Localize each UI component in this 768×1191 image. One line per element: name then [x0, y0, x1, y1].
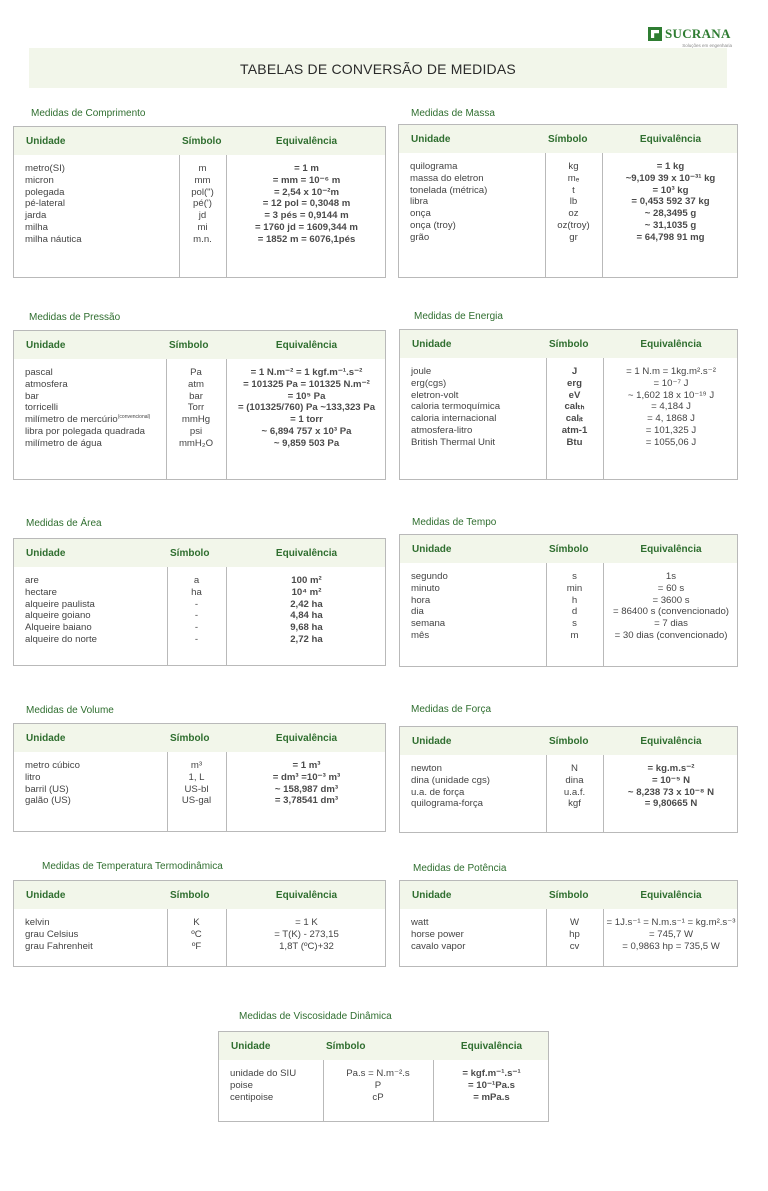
- symbol-cell: 1, L: [188, 771, 205, 783]
- unit-cell: libra por polegada quadrada: [25, 425, 146, 437]
- equivalence-cell: = 64,798 91 mg: [636, 231, 705, 243]
- unit-cell: micron: [25, 174, 54, 186]
- unit-cell: erg(cgs): [411, 377, 447, 389]
- symbol-cell: erg: [567, 377, 582, 389]
- unit-column: [410, 161, 487, 244]
- symbol-cell: pol("): [191, 186, 214, 198]
- title-bar: [29, 48, 727, 88]
- table-body: [14, 909, 385, 966]
- table-header: [400, 330, 737, 358]
- symbol-cell: s: [572, 618, 577, 630]
- symbol-cell: m: [198, 163, 207, 174]
- equivalence-column: [226, 163, 387, 246]
- symbol-cell: mmH₂O: [178, 437, 214, 449]
- header-equivalence: Equivalência: [275, 340, 338, 351]
- header-unit: Unidade: [412, 339, 452, 350]
- unit-cell: quilograma-força: [411, 798, 483, 810]
- equivalence-cell: = 101,325 J: [645, 424, 697, 436]
- unit-cell: tonelada (métrica): [410, 184, 488, 196]
- equivalence-cell: ~ 8,238 73 x 10⁻⁸ N: [627, 786, 715, 798]
- symbol-cell: oz(troy): [557, 219, 590, 231]
- header-symbol: Símbolo: [549, 890, 589, 901]
- equivalence-cell: 2,42 ha: [290, 598, 323, 610]
- symbol-column: [546, 366, 603, 449]
- symbol-cell: mmHg: [181, 414, 211, 426]
- header-symbol: Símbolo: [170, 733, 210, 744]
- header-symbol: Símbolo: [549, 544, 589, 555]
- table-header: [400, 727, 737, 755]
- equivalence-cell: 100 m²: [291, 575, 322, 586]
- symbol-cell: mm: [194, 174, 211, 186]
- unit-cell: quilograma: [410, 161, 458, 172]
- unit-cell: segundo: [411, 571, 448, 582]
- equivalence-cell: = 1J.s⁻¹ = N.m.s⁻¹ = kg.m².s⁻³: [606, 917, 736, 928]
- equivalence-cell: = 10⁻⁵ N: [651, 774, 691, 786]
- symbol-column: [167, 917, 226, 952]
- symbol-cell: mi: [197, 221, 208, 233]
- symbol-cell: K: [193, 917, 200, 928]
- symbol-cell: mₑ: [567, 172, 580, 184]
- table-energia: [399, 329, 738, 480]
- table-area: [13, 538, 386, 666]
- equivalence-column: [603, 571, 739, 642]
- section-title-forca: Medidas de Força: [411, 704, 492, 715]
- symbol-cell: US-bl: [184, 783, 209, 795]
- equivalence-cell: = 4, 1868 J: [647, 413, 695, 425]
- unit-cell: milha náutica: [25, 233, 82, 245]
- table-header: [14, 331, 385, 359]
- equivalence-cell: = 1 m³: [292, 760, 321, 771]
- equivalence-cell: = 1055,06 J: [645, 436, 697, 448]
- unit-cell: bar: [25, 390, 39, 402]
- table-header: [14, 881, 385, 909]
- table-forca: [399, 726, 738, 833]
- symbol-cell: atm-1: [561, 424, 588, 436]
- unit-cell: milímetro de mercúrio$^{(convencional)}$: [25, 414, 151, 426]
- unit-cell: centipoise: [230, 1091, 274, 1103]
- equivalence-column: [603, 366, 739, 449]
- header-unit: Unidade: [412, 544, 452, 555]
- sucrana-logo-icon: [648, 27, 662, 41]
- symbol-cell: Torr: [187, 402, 205, 414]
- equivalence-cell: = 1 N.m = 1kg.m².s⁻²: [626, 366, 716, 377]
- symbol-cell: psi: [189, 425, 203, 437]
- table-pressao: [13, 330, 386, 480]
- equivalence-cell: ~ 31,1035 g: [644, 219, 697, 231]
- table-volume: [13, 723, 386, 832]
- unit-cell: metro cúbico: [25, 760, 80, 771]
- section-title-pressao: Medidas de Pressão: [29, 312, 121, 323]
- equivalence-cell: = 9,80665 N: [644, 798, 698, 810]
- section-title-temperatura: Medidas de Temperatura Termodinâmica: [42, 861, 223, 872]
- unit-cell: metro(SI): [25, 163, 65, 174]
- equivalence-cell: = (101325/760) Pa ~133,323 Pa: [237, 402, 376, 414]
- unit-column: [25, 917, 93, 952]
- table-body: [399, 153, 737, 277]
- symbol-cell: cP: [372, 1091, 384, 1103]
- unit-column: [411, 763, 490, 810]
- unit-cell: u.a. de força: [411, 786, 465, 798]
- unit-cell: atmosfera: [25, 378, 68, 390]
- unit-cell: alqueire do norte: [25, 633, 98, 645]
- section-title-tempo: Medidas de Tempo: [412, 517, 497, 528]
- symbol-cell: pé('): [193, 198, 212, 210]
- symbol-cell: P: [374, 1079, 382, 1091]
- header-unit: Unidade: [26, 890, 66, 901]
- equivalence-column: [603, 763, 739, 810]
- symbol-cell: calₜₕ: [564, 401, 585, 413]
- equivalence-column: [433, 1068, 550, 1103]
- symbol-cell: -: [194, 598, 199, 610]
- symbol-cell: cv: [569, 940, 580, 952]
- header-equivalence: Equivalência: [275, 890, 338, 901]
- symbol-cell: jd: [198, 210, 207, 222]
- unit-column: [25, 163, 82, 246]
- symbol-column: [545, 161, 602, 244]
- unit-column: [411, 571, 448, 642]
- equivalence-cell: = 2,54 x 10⁻²m: [273, 186, 340, 198]
- unit-cell: milha: [25, 221, 48, 233]
- symbol-cell: s: [572, 571, 577, 582]
- equivalence-cell: = dm³ =10⁻³ m³: [272, 771, 341, 783]
- unit-cell: litro: [25, 771, 41, 783]
- header-symbol: Símbolo: [169, 340, 209, 351]
- equivalence-cell: = 60 s: [657, 582, 685, 594]
- equivalence-column: [226, 575, 387, 646]
- header-symbol: Símbolo: [170, 890, 210, 901]
- unit-cell: eletron-volt: [411, 389, 459, 401]
- symbol-cell: eV: [568, 389, 581, 401]
- table-header: [400, 535, 737, 563]
- unit-cell: hora: [411, 594, 431, 606]
- equivalence-cell: ~ 1,602 18 x 10⁻¹⁹ J: [627, 389, 715, 401]
- unit-cell: unidade do SIU: [230, 1068, 297, 1079]
- symbol-cell: gr: [569, 231, 578, 243]
- section-title-comprimento: Medidas de Comprimento: [31, 108, 146, 119]
- symbol-cell: u.a.f.: [563, 786, 586, 798]
- equivalence-cell: 1s: [665, 571, 677, 582]
- equivalence-cell: = 0,9863 hp = 735,5 W: [622, 940, 720, 952]
- unit-cell: British Thermal Unit: [411, 436, 496, 448]
- equivalence-cell: 10⁴ m²: [291, 586, 322, 598]
- symbol-cell: -: [194, 610, 199, 622]
- symbol-cell: m.n.: [193, 233, 212, 245]
- equivalence-cell: = 1760 jd = 1609,344 m: [255, 221, 358, 233]
- equivalence-cell: = kgf.m⁻¹.s⁻¹: [462, 1068, 521, 1079]
- section-title-energia: Medidas de Energia: [414, 311, 503, 322]
- symbol-cell: N: [571, 763, 578, 774]
- symbol-cell: kgf: [568, 798, 581, 810]
- page-title: TABELAS DE CONVERSÃO DE MEDIDAS: [240, 61, 516, 77]
- equivalence-cell: = mm = 10⁻⁶ m: [272, 174, 341, 186]
- symbol-cell: m: [570, 629, 579, 641]
- table-massa: [398, 124, 738, 278]
- equivalence-cell: = 3,78541 dm³: [274, 795, 339, 807]
- table-body: [400, 755, 737, 832]
- equivalence-cell: = 30 dias (convencionado): [614, 629, 728, 641]
- table-header: [14, 539, 385, 567]
- symbol-cell: oz: [568, 208, 579, 220]
- header-equivalence: Equivalência: [639, 134, 702, 145]
- unit-column: [25, 760, 80, 807]
- symbol-cell: m³: [190, 760, 203, 771]
- symbol-column: [546, 571, 603, 642]
- equivalence-cell: 2,72 ha: [290, 633, 323, 645]
- symbol-cell: US-gal: [181, 795, 212, 807]
- section-title-viscosidade: Medidas de Viscosidade Dinâmica: [239, 1011, 392, 1022]
- symbol-column: [167, 575, 226, 646]
- section-title-volume: Medidas de Volume: [26, 705, 114, 716]
- symbol-column: [179, 163, 226, 246]
- header-unit: Unidade: [26, 136, 66, 147]
- unit-column: [230, 1068, 296, 1103]
- unit-cell: milímetro de água: [25, 437, 102, 449]
- unit-cell: onça: [410, 208, 431, 220]
- unit-cell: jarda: [25, 210, 47, 222]
- header-symbol: Símbolo: [182, 136, 222, 147]
- symbol-column: [546, 917, 603, 952]
- header-symbol: Símbolo: [548, 134, 588, 145]
- unit-cell: grau Fahrenheit: [25, 940, 93, 952]
- table-header: [399, 125, 737, 153]
- unit-cell: dia: [411, 606, 424, 618]
- unit-cell: mês: [411, 629, 430, 641]
- symbol-cell: Pa: [190, 367, 202, 378]
- equivalence-cell: = 7 dias: [654, 618, 688, 630]
- header-equivalence: Equivalência: [460, 1041, 523, 1052]
- equivalence-cell: = 3 pés = 0,9144 m: [264, 210, 349, 222]
- symbol-cell: lb: [569, 196, 578, 208]
- table-header: [14, 127, 385, 155]
- header-equivalence: Equivalência: [640, 736, 702, 747]
- unit-column: [411, 917, 465, 952]
- equivalence-cell: = 1852 m = 6076,1pés: [257, 233, 356, 245]
- equivalence-cell: ~ 6,894 757 x 10³ Pa: [261, 425, 352, 437]
- equivalence-cell: = 10³ kg: [652, 184, 689, 196]
- equivalence-cell: 1,8T (ºC)+32: [279, 940, 334, 952]
- unit-cell: onça (troy): [410, 219, 456, 231]
- header-equivalence: Equivalência: [275, 136, 338, 147]
- table-temperatura: [13, 880, 386, 967]
- equivalence-cell: = 745,7 W: [649, 928, 693, 940]
- symbol-cell: Btu: [566, 436, 583, 448]
- unit-cell: kelvin: [25, 917, 50, 928]
- symbol-cell: h: [571, 594, 578, 606]
- unit-cell: Alqueire baiano: [25, 622, 92, 634]
- equivalence-cell: = 0,453 592 37 kg: [631, 196, 710, 208]
- equivalence-cell: = T(K) - 273,15: [274, 928, 339, 940]
- unit-cell: pé-lateral: [25, 198, 65, 210]
- symbol-cell: t: [572, 184, 575, 196]
- table-body: [400, 358, 737, 479]
- header-symbol: Símbolo: [549, 736, 589, 747]
- table-potencia: [399, 880, 738, 967]
- equivalence-cell: = 1 torr: [290, 414, 323, 426]
- equivalence-cell: = 86400 s (convencionado): [612, 606, 729, 618]
- unit-cell: alqueire paulista: [25, 598, 95, 610]
- unit-column: [411, 366, 500, 449]
- unit-cell: watt: [411, 917, 429, 928]
- equivalence-column: [603, 917, 739, 952]
- table-body: [219, 1060, 548, 1121]
- table-comprimento: [13, 126, 386, 278]
- header-unit: Unidade: [26, 733, 66, 744]
- header-symbol: Símbolo: [170, 548, 210, 559]
- unit-note: (convencional): [117, 414, 151, 420]
- table-header: [14, 724, 385, 752]
- equivalence-cell: ~9,109 39 x 10⁻³¹ kg: [625, 172, 716, 184]
- unit-cell: newton: [411, 763, 442, 774]
- unit-cell: pascal: [25, 367, 53, 378]
- header-symbol: Símbolo: [326, 1041, 366, 1052]
- equivalence-cell: 9,68 ha: [290, 622, 323, 634]
- symbol-cell: J: [571, 366, 578, 377]
- equivalence-cell: = 4,184 J: [651, 401, 691, 413]
- header-equivalence: Equivalência: [640, 339, 702, 350]
- unit-cell: caloria termoquímica: [411, 401, 501, 413]
- unit-cell: cavalo vapor: [411, 940, 466, 952]
- brand-tagline: Soluções em engenharia: [682, 43, 732, 48]
- unit-cell: libra: [410, 196, 429, 208]
- header-equivalence: Equivalência: [275, 548, 338, 559]
- symbol-cell: d: [571, 606, 578, 618]
- table-body: [400, 909, 737, 966]
- header-unit: Unidade: [26, 340, 66, 351]
- equivalence-cell: = 1 N.m⁻² = 1 kgf.m⁻¹.s⁻²: [250, 367, 363, 378]
- equivalence-cell: ~ 158,987 dm³: [274, 783, 339, 795]
- symbol-cell: bar: [189, 390, 203, 402]
- symbol-cell: hp: [569, 928, 580, 940]
- equivalence-cell: = 10⁻¹Pa.s: [468, 1079, 515, 1091]
- header-symbol: Símbolo: [549, 339, 589, 350]
- symbol-column: [167, 760, 226, 807]
- equivalence-cell: = kg.m.s⁻²: [647, 763, 695, 774]
- table-header: [219, 1032, 548, 1060]
- equivalence-column: [226, 760, 387, 807]
- symbol-cell: W: [569, 917, 580, 928]
- symbol-cell: Pa.s = N.m⁻².s: [346, 1068, 410, 1079]
- unit-cell: massa do eletron: [410, 172, 484, 184]
- section-title-area: Medidas de Área: [26, 518, 102, 529]
- symbol-column: [323, 1068, 433, 1103]
- unit-cell: hectare: [25, 586, 57, 598]
- equivalence-column: [226, 367, 387, 450]
- equivalence-cell: = 12 pol = 0,3048 m: [262, 198, 351, 210]
- equivalence-cell: = 101325 Pa = 101325 N.m⁻²: [243, 378, 370, 390]
- table-tempo: [399, 534, 738, 667]
- equivalence-cell: = mPa.s: [473, 1091, 510, 1103]
- header-unit: Unidade: [231, 1041, 271, 1052]
- equivalence-cell: 4,84 ha: [290, 610, 323, 622]
- brand-name: SUCRANA: [665, 26, 731, 41]
- header-equivalence: Equivalência: [640, 890, 702, 901]
- unit-cell: atmosfera-litro: [411, 424, 473, 436]
- symbol-cell: -: [194, 633, 199, 645]
- symbol-cell: kg: [568, 161, 579, 172]
- brand-logo: [648, 26, 732, 48]
- unit-cell: dina (unidade cgs): [411, 774, 490, 786]
- table-body: [14, 155, 385, 277]
- symbol-cell: ºC: [191, 928, 202, 940]
- unit-cell: polegada: [25, 186, 65, 198]
- equivalence-cell: = 1 kg: [656, 161, 685, 172]
- symbol-cell: min: [566, 582, 583, 594]
- equivalence-column: [226, 917, 387, 952]
- table-viscosidade: [218, 1031, 549, 1122]
- header-equivalence: Equivalência: [275, 733, 338, 744]
- symbol-column: [546, 763, 603, 810]
- unit-cell: minuto: [411, 582, 440, 594]
- unit-cell: are: [25, 575, 39, 586]
- equivalence-cell: = 1 K: [295, 917, 318, 928]
- table-body: [14, 359, 385, 479]
- header-unit: Unidade: [412, 890, 452, 901]
- unit-column: [25, 367, 150, 450]
- unit-cell: semana: [411, 618, 446, 630]
- table-body: [14, 567, 385, 665]
- equivalence-column: [602, 161, 739, 244]
- unit-cell: alqueire goiano: [25, 610, 91, 622]
- unit-cell: galão (US): [25, 795, 71, 807]
- unit-cell: horse power: [411, 928, 464, 940]
- table-body: [14, 752, 385, 831]
- unit-column: [25, 575, 97, 646]
- section-title-potencia: Medidas de Potência: [413, 863, 507, 874]
- unit-cell: barril (US): [25, 783, 69, 795]
- unit-cell: grão: [410, 231, 430, 243]
- symbol-cell: ºF: [191, 940, 202, 952]
- unit-cell: joule: [411, 366, 432, 377]
- unit-cell: torricelli: [25, 402, 59, 414]
- header-equivalence: Equivalência: [640, 544, 702, 555]
- symbol-cell: calᵢₜ: [565, 413, 584, 425]
- equivalence-cell: = 1 m: [294, 163, 319, 174]
- symbol-cell: -: [194, 622, 199, 634]
- table-body: [400, 563, 737, 666]
- symbol-cell: ha: [191, 586, 202, 598]
- header-unit: Unidade: [412, 736, 452, 747]
- unit-cell: grau Celsius: [25, 928, 79, 940]
- symbol-column: [166, 367, 226, 450]
- equivalence-cell: ~ 9,859 503 Pa: [273, 437, 340, 449]
- header-unit: Unidade: [26, 548, 66, 559]
- equivalence-cell: = 10⁵ Pa: [287, 390, 326, 402]
- equivalence-cell: = 10⁻⁷ J: [653, 377, 689, 389]
- equivalence-cell: ~ 28,3495 g: [644, 208, 697, 220]
- symbol-cell: dina: [565, 774, 584, 786]
- symbol-cell: atm: [188, 378, 204, 390]
- header-unit: Unidade: [411, 134, 451, 145]
- equivalence-cell: = 3600 s: [652, 594, 690, 606]
- symbol-cell: a: [193, 575, 200, 586]
- section-title-massa: Medidas de Massa: [411, 108, 495, 119]
- unit-cell: caloria internacional: [411, 413, 497, 425]
- table-header: [400, 881, 737, 909]
- unit-cell: poise: [230, 1079, 253, 1091]
